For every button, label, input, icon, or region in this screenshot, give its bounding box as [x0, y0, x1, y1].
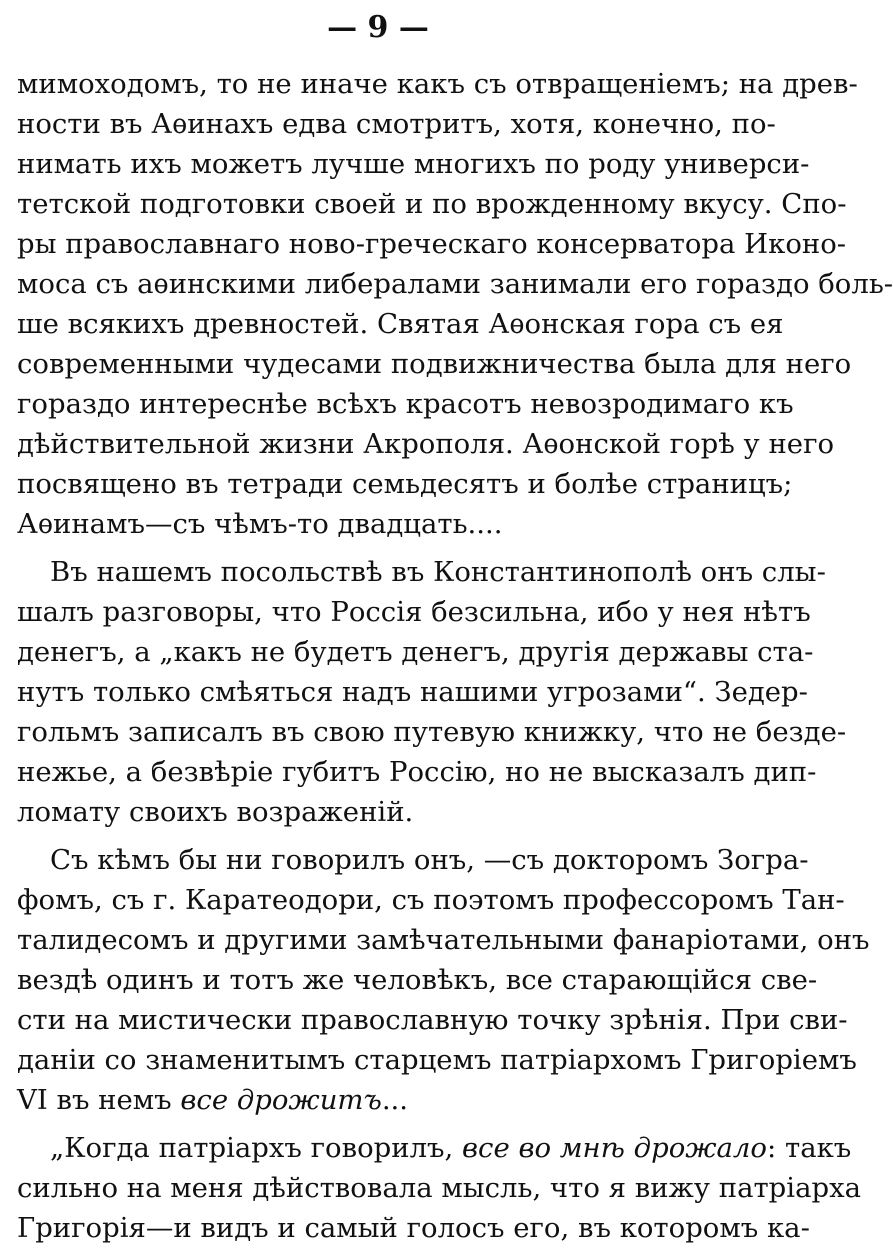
text-run: : такъ	[767, 1132, 852, 1164]
text-run: „Когда патріархъ говорилъ,	[50, 1132, 463, 1164]
text-line: гораздо интереснѣе всѣхъ красотъ невозродимаго къ	[17, 388, 794, 420]
text-line: ломату своихъ возраженій.	[17, 796, 414, 828]
text-run: VI въ немъ	[17, 1084, 181, 1116]
page-number: — 9 —	[327, 10, 429, 45]
text-line: современными чудесами подвижничества была для него	[17, 348, 852, 380]
italic-phrase: все дрожитъ	[180, 1084, 382, 1116]
text-line: мимоходомъ, то не иначе какъ съ отвращеніемъ; на древ-	[17, 68, 858, 100]
text-line: сти на мистически православную точку зрѣнія. При сви-	[17, 1004, 848, 1036]
text-line: ры православнаго ново-греческаго консерватора Иконо-	[17, 228, 847, 260]
text-line: нежье, а безвѣріе губитъ Россію, но не высказалъ дип-	[17, 756, 817, 788]
text-line: тетской подготовки своей и по врожденному вкусу. Спо-	[17, 188, 847, 220]
paragraph-start-line: Съ кѣмъ бы ни говорилъ онъ, —съ докторомъ Зогра-	[50, 844, 809, 876]
paragraph-start-line	[50, 1128, 852, 1168]
text-line: денегъ, а „какъ не будетъ денегъ, другія державы ста-	[17, 636, 814, 668]
text-line: нутъ только смѣяться надъ нашими угрозами“. Зедер-	[17, 676, 808, 708]
text-line: талидесомъ и другими замѣчательными фанаріотами, онъ	[17, 924, 870, 956]
text-line: фомъ, съ г. Каратеодори, съ поэтомъ профессоромъ Тан-	[17, 884, 845, 916]
text-line: шалъ разговоры, что Россія безсильна, ибо у нея нѣтъ	[17, 596, 811, 628]
text-line: ности въ Аѳинахъ едва смотритъ, хотя, конечно, по-	[17, 108, 776, 140]
paragraph-start-line: Въ нашемъ посольствѣ въ Константинополѣ онъ слы-	[50, 556, 826, 588]
text-line: Аѳинамъ—съ чѣмъ-то двадцать....	[17, 508, 503, 540]
text-line: даніи со знаменитымъ старцемъ патріархомъ Григоріемъ	[17, 1044, 857, 1076]
text-line: посвящено въ тетради семьдесятъ и болѣе страницъ;	[17, 468, 793, 500]
text-line: гольмъ записалъ въ свою путевую книжку, что не безде-	[17, 716, 847, 748]
text-run: ...	[381, 1084, 409, 1116]
text-line: Григорія—и видъ и самый голосъ его, въ которомъ ка-	[17, 1212, 810, 1244]
text-line	[17, 1080, 742, 1120]
text-line: ше всякихъ древностей. Святая Аѳонская гора съ ея	[17, 308, 784, 340]
text-line: моса съ аѳинскими либералами занимали его гораздо боль-	[17, 268, 893, 300]
text-line: сильно на меня дѣйствовала мысль, что я вижу патріарха	[17, 1172, 861, 1204]
italic-phrase: все во мнѣ дрожало	[462, 1132, 767, 1164]
text-line: дѣйствительной жизни Акрополя. Аѳонской горѣ у него	[17, 428, 835, 460]
text-line: нимать ихъ можетъ лучше многихъ по роду универси-	[17, 148, 810, 180]
text-line: вездѣ одинъ и тотъ же человѣкъ, все старающійся свe-	[17, 964, 818, 996]
